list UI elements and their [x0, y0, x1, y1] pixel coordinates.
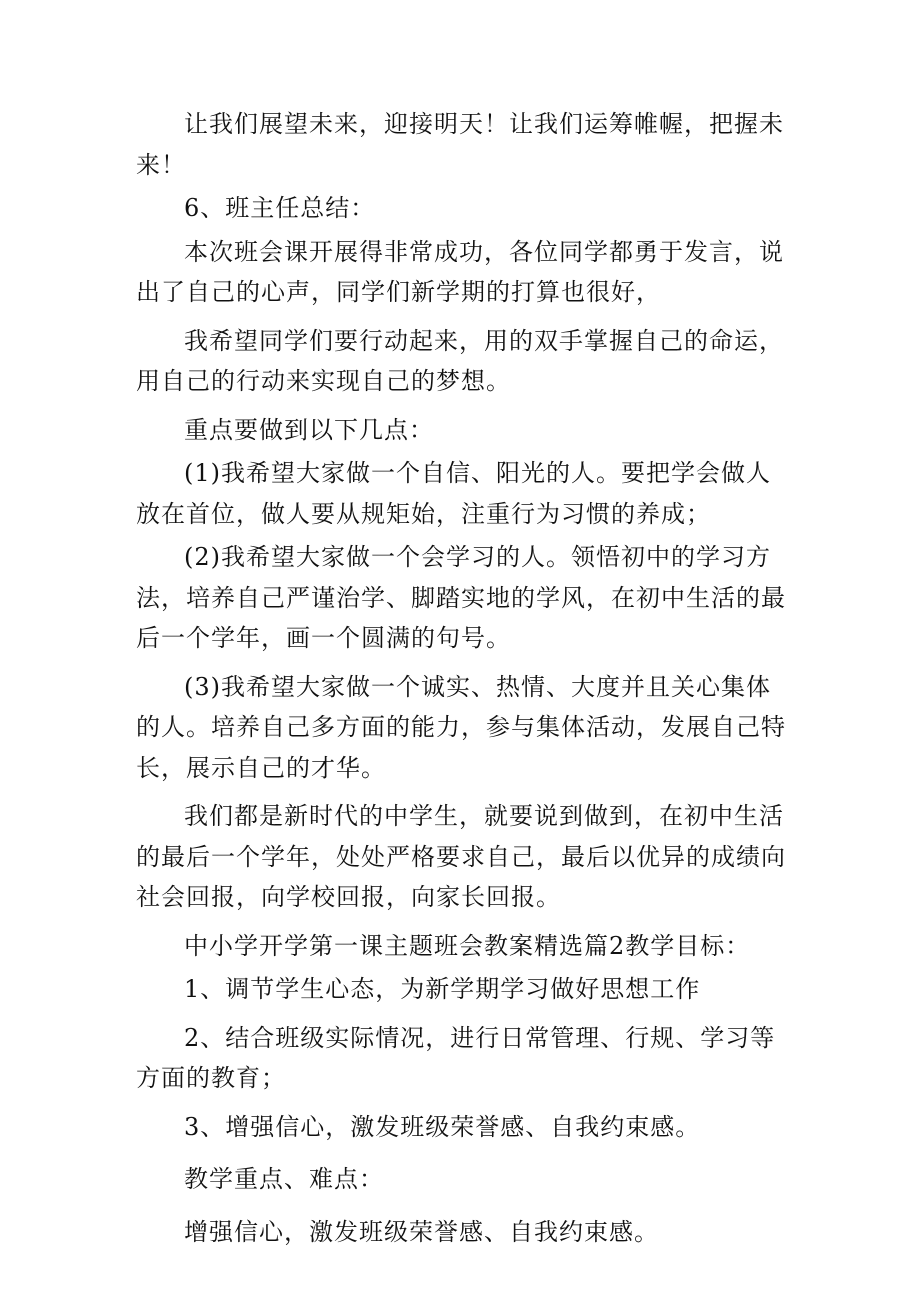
paragraph-take-action: 我希望同学们要行动起来，用的双手掌握自己的命运，用自己的行动来实现自己的梦想。 — [136, 326, 784, 395]
paragraph-closing-call: 让我们展望未来，迎接明天！让我们运筹帷幄，把握未来！ — [136, 110, 784, 179]
document-body — [136, 104, 786, 1252]
paragraph-goal-3: 3、增强信心，激发班级荣誉感、自我约束感。 — [184, 1112, 701, 1141]
paragraph-point-1: (1)我希望大家做一个自信、阳光的人。要把学会做人放在首位，做人要从规矩始，注重行为习惯的养成； — [136, 459, 771, 528]
paragraph-class-meeting-success: 本次班会课开展得非常成功，各位同学都勇于发言，说出了自己的心声，同学们新学期的打算也很好， — [136, 237, 784, 306]
paragraph-key-difficulties-body: 增强信心，激发班级荣誉感、自我约束感。 — [184, 1217, 659, 1246]
paragraph-new-era-students: 我们都是新时代的中学生，就要说到做到，在初中生活的最后一个学年，处处严格要求自己，最后以优异的成绩向社会回报，向学校回报，向家长回报。 — [136, 802, 786, 911]
paragraph-goal-2: 2、结合班级实际情况，进行日常管理、行规、学习等方面的教育； — [136, 1023, 776, 1092]
paragraph-teacher-summary-heading: 6、班主任总结： — [184, 194, 376, 222]
paragraph-point-2: (2)我希望大家做一个会学习的人。领悟初中的学习方法，培养自己严谨治学、脚踏实地的学风，在初中生活的最后一个学年，画一个圆满的句号。 — [136, 543, 786, 652]
paragraph-point-3: (3)我希望大家做一个诚实、热情、大度并且关心集体的人。培养自己多方面的能力，参与集体活动，发展自己特长，展示自己的才华。 — [136, 672, 786, 782]
paragraph-lesson-plan-title: 中小学开学第一课主题班会教案精选篇2教学目标： — [184, 931, 751, 960]
paragraph-key-points-heading: 重点要做到以下几点： — [184, 415, 434, 444]
paragraph-goal-1: 1、调节学生心态，为新学期学习做好思想工作 — [184, 975, 701, 1003]
paragraph-key-difficulties-heading: 教学重点、难点： — [184, 1165, 384, 1193]
